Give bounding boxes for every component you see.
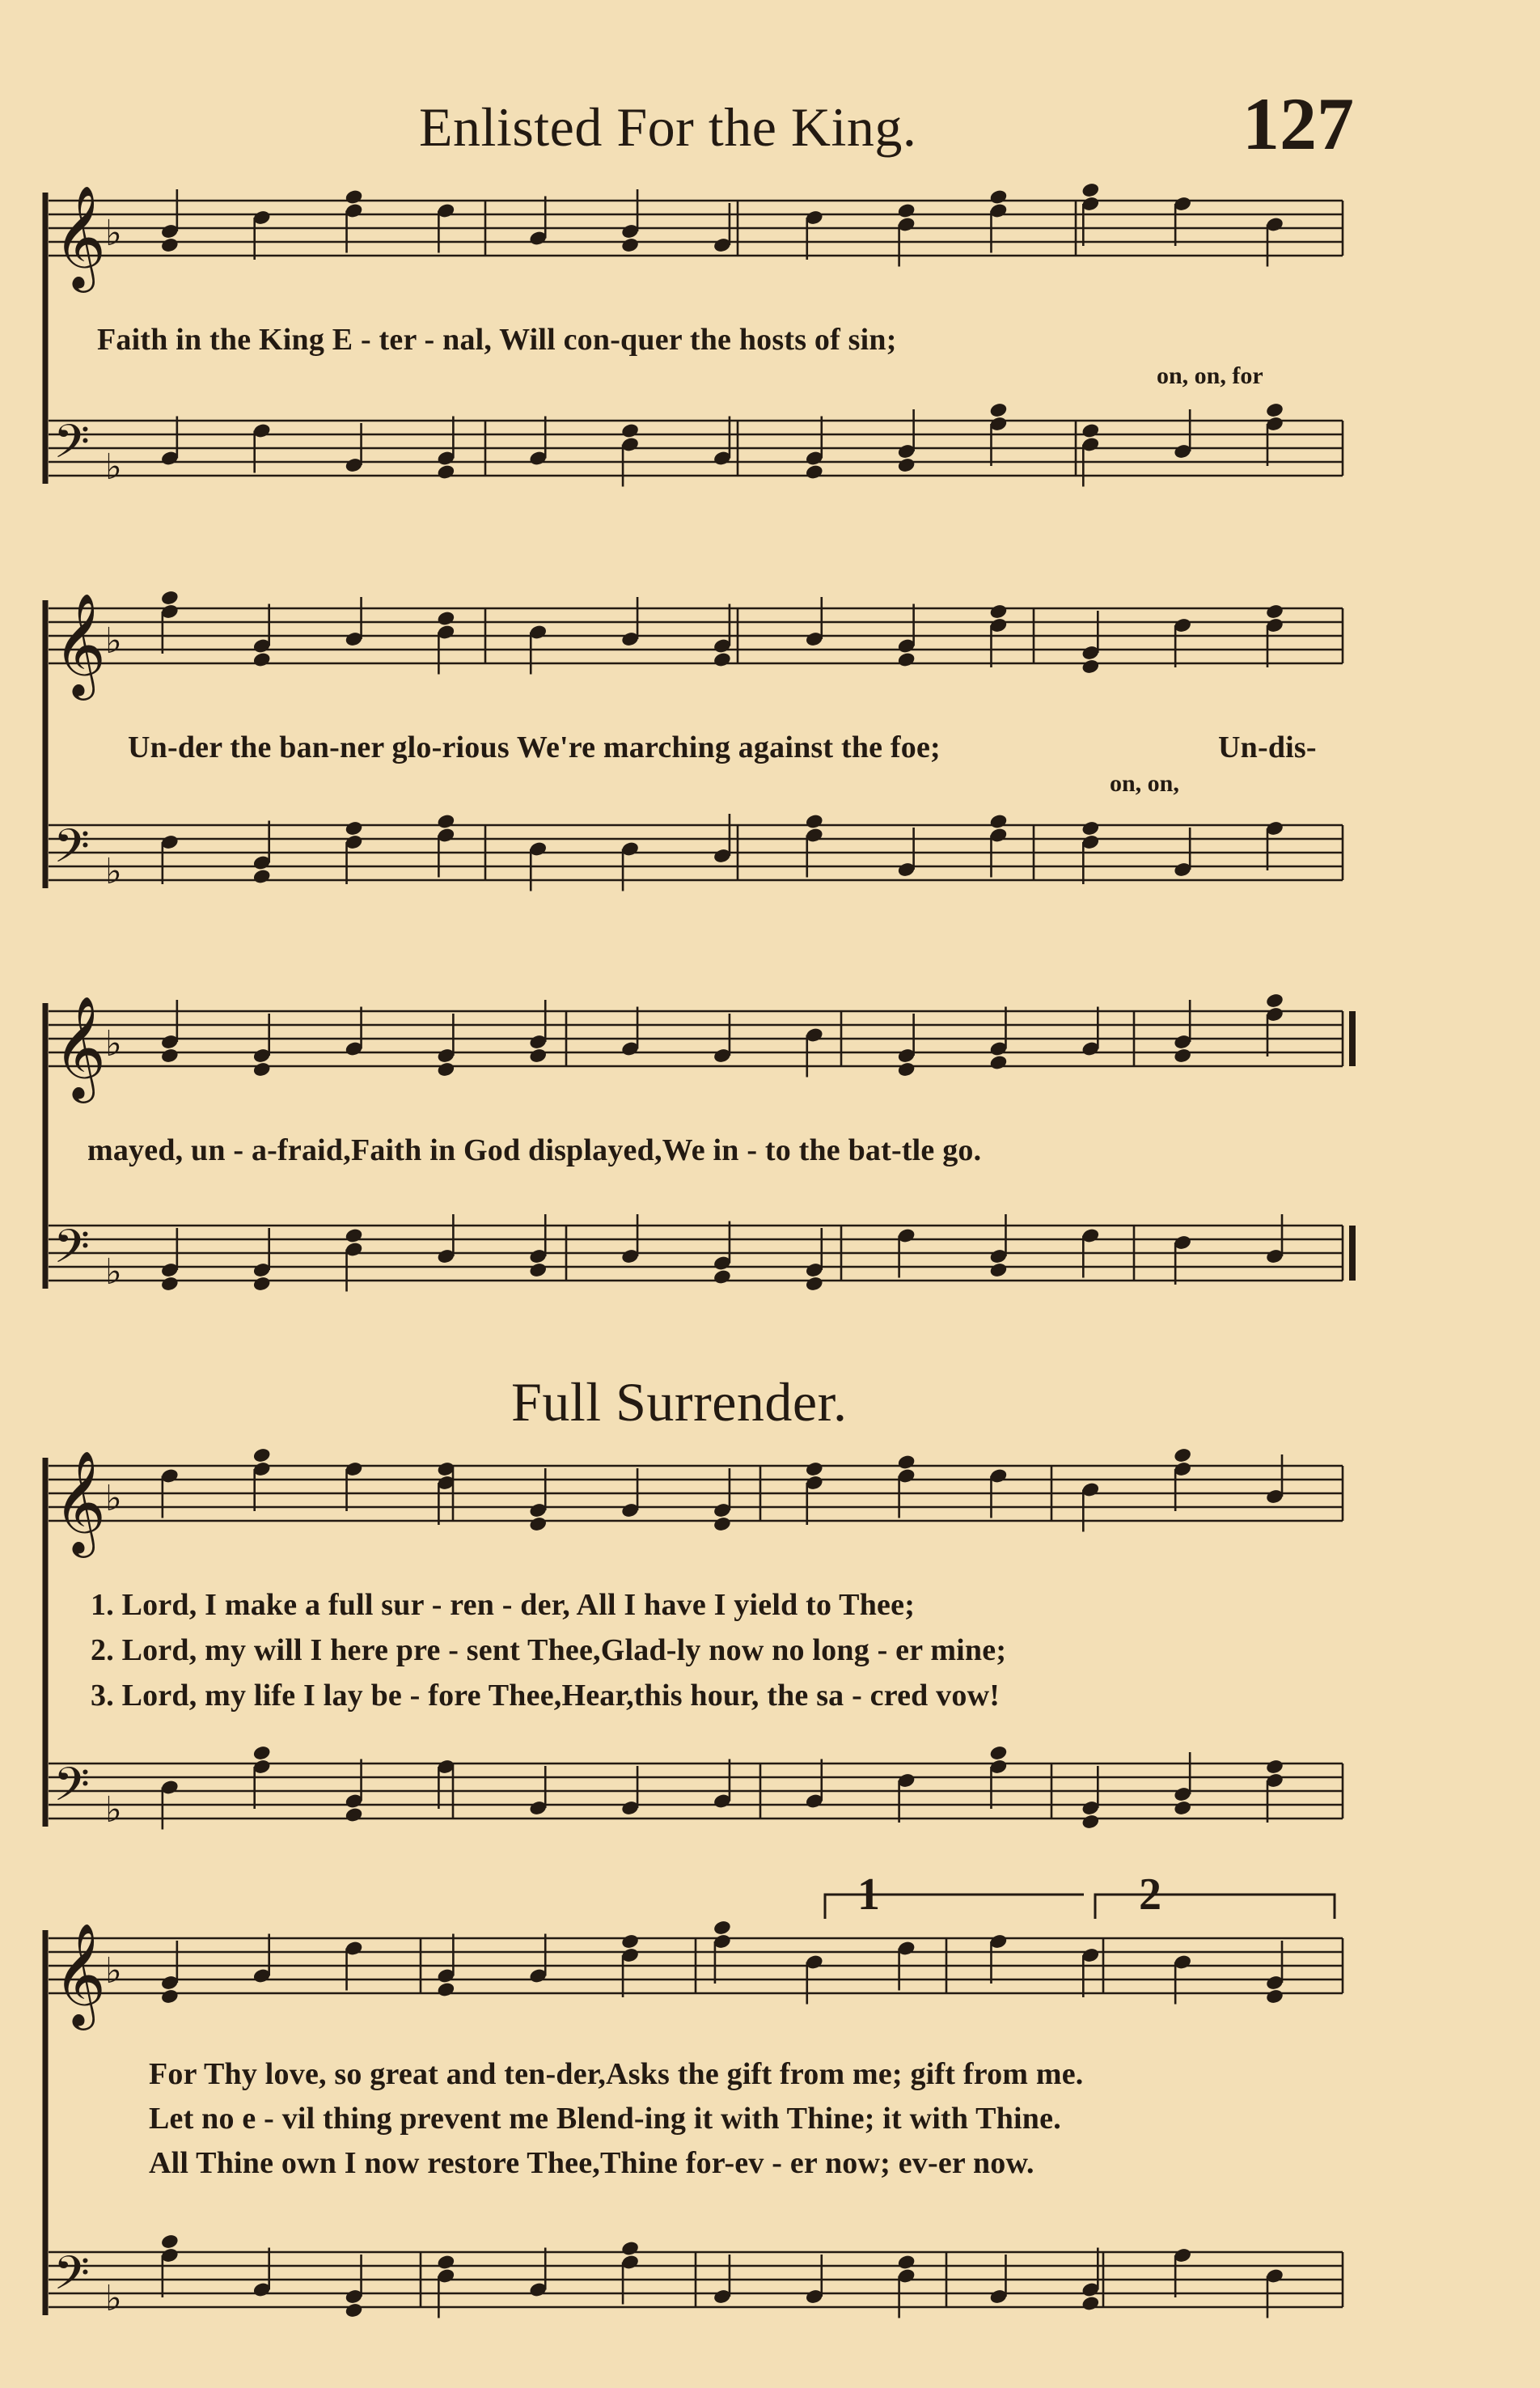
- treble-note: [436, 610, 455, 627]
- treble-note: [436, 1981, 455, 1998]
- bass-clef: 𝄢: [53, 819, 91, 885]
- flat-sign: ♭: [105, 447, 122, 488]
- verse-3: 3. Lord, my life I lay be - fore Thee,Hear,this hour, the sa - cred vow!: [91, 1679, 1001, 1713]
- treble-note: [528, 1516, 548, 1533]
- treble-note: [252, 651, 272, 668]
- flat-sign: ♭: [105, 1251, 122, 1293]
- treble-note: [160, 1048, 180, 1065]
- treble-note: [988, 188, 1008, 205]
- treble-note: [620, 237, 640, 254]
- bass-clef: 𝄢: [53, 2246, 91, 2312]
- bass-note: [528, 1262, 548, 1279]
- treble-clef: 𝄞: [53, 1922, 107, 2026]
- treble-note: [988, 603, 1008, 620]
- bass-note: [988, 1745, 1008, 1762]
- bass-note: [252, 1276, 272, 1293]
- treble-note: [252, 1447, 272, 1464]
- refrain-3: All Thine own I now restore Thee,Thine for-ev - er now; ev-er now.: [149, 2146, 1034, 2180]
- bass-note: [345, 820, 364, 837]
- bass-note: [252, 1745, 272, 1762]
- bass-clef: 𝄢: [53, 414, 91, 481]
- treble-note: [1081, 182, 1100, 199]
- treble-note: [160, 1988, 180, 2005]
- flat-sign: ♭: [105, 620, 122, 662]
- treble-note: [160, 237, 180, 254]
- treble-note: [988, 1054, 1008, 1071]
- treble-clef: 𝄞: [53, 184, 107, 288]
- treble-note: [713, 651, 732, 668]
- bass-note: [345, 1806, 364, 1823]
- treble-note: [713, 1516, 732, 1533]
- refrain-2: Let no e - vil thing prevent me Blend-ing it with Thine; it with Thine.: [149, 2102, 1061, 2136]
- echo-text-1: on, on, for: [1157, 362, 1263, 389]
- bass-note: [805, 1276, 824, 1293]
- ending-1-label: 1: [857, 1869, 880, 1920]
- treble-note: [1173, 1048, 1192, 1065]
- ending-2-bracket: [1095, 1895, 1335, 1919]
- lyric-line-2: Un-der the ban-ner glo-rious We're marching against the foe;: [128, 730, 941, 764]
- echo-text-2: on, on,: [1110, 770, 1179, 797]
- treble-note: [436, 1061, 455, 1078]
- bass-note: [805, 813, 824, 830]
- bass-note: [1081, 2295, 1100, 2312]
- verse-2: 2. Lord, my will I here pre - sent Thee,Glad-ly now no long - er mine;: [91, 1633, 1007, 1667]
- bass-clef: 𝄢: [53, 1219, 91, 1285]
- bass-note: [436, 2254, 455, 2271]
- bass-note: [252, 868, 272, 885]
- treble-clef: 𝄞: [53, 1450, 107, 1553]
- verse-1: 1. Lord, I make a full sur - ren - der, All I have I yield to Thee;: [91, 1588, 916, 1622]
- bass-note: [1265, 402, 1284, 419]
- bass-clef: 𝄢: [53, 1757, 91, 1823]
- ending-2-label: 2: [1139, 1869, 1161, 1920]
- bass-note: [436, 813, 455, 830]
- bass-note: [988, 402, 1008, 419]
- treble-note: [805, 1461, 824, 1478]
- page-number: 127: [1242, 83, 1354, 165]
- bass-note: [620, 2240, 640, 2257]
- treble-note: [528, 1048, 548, 1065]
- refrain-1: For Thy love, so great and ten-der,Asks the gift from me; gift from me.: [149, 2057, 1084, 2091]
- flat-sign: ♭: [105, 1478, 122, 1519]
- flat-sign: ♭: [105, 851, 122, 892]
- bass-note: [436, 464, 455, 481]
- flat-sign: ♭: [105, 1950, 122, 1992]
- treble-note: [897, 1454, 916, 1471]
- treble-note: [1173, 1447, 1192, 1464]
- treble-note: [897, 202, 916, 219]
- bass-note: [1081, 820, 1100, 837]
- treble-note: [1081, 658, 1100, 675]
- lyric-line-3: mayed, un - a-fraid,Faith in God displayed,We in - to the bat-tle go.: [87, 1133, 982, 1167]
- hymn-title-2: Full Surrender.: [511, 1371, 848, 1433]
- treble-note: [252, 1061, 272, 1078]
- bass-note: [988, 813, 1008, 830]
- bass-note: [897, 457, 916, 474]
- lyric-line-1: Faith in the King E - ter - nal, Will con-quer the hosts of sin;: [97, 323, 897, 357]
- bass-note: [1081, 422, 1100, 439]
- treble-note: [1265, 603, 1284, 620]
- treble-note: [345, 188, 364, 205]
- treble-clef: 𝄞: [53, 592, 107, 696]
- flat-sign: ♭: [105, 2278, 122, 2319]
- bass-note: [345, 1227, 364, 1244]
- flat-sign: ♭: [105, 1023, 122, 1065]
- lyric-line-2-end: Un-dis-: [1218, 730, 1317, 764]
- bass-note: [160, 1276, 180, 1293]
- bass-note: [897, 2254, 916, 2271]
- bass-note: [1173, 1800, 1192, 1817]
- treble-note: [897, 651, 916, 668]
- bass-note: [160, 2233, 180, 2250]
- bass-note: [1081, 1814, 1100, 1831]
- bass-note: [345, 2302, 364, 2319]
- treble-note: [1265, 1988, 1284, 2005]
- treble-note: [897, 1061, 916, 1078]
- flat-sign: ♭: [105, 213, 122, 254]
- bass-note: [988, 1262, 1008, 1279]
- bass-note: [1265, 1759, 1284, 1776]
- treble-note: [1265, 993, 1284, 1010]
- bass-note: [713, 1268, 732, 1285]
- bass-note: [805, 464, 824, 481]
- treble-note: [620, 1933, 640, 1950]
- treble-clef: 𝄞: [53, 995, 107, 1099]
- hymn-title: Enlisted For the King.: [419, 96, 917, 158]
- flat-sign: ♭: [105, 1789, 122, 1831]
- treble-note: [160, 590, 180, 607]
- bass-note: [620, 422, 640, 439]
- treble-note: [713, 1920, 732, 1937]
